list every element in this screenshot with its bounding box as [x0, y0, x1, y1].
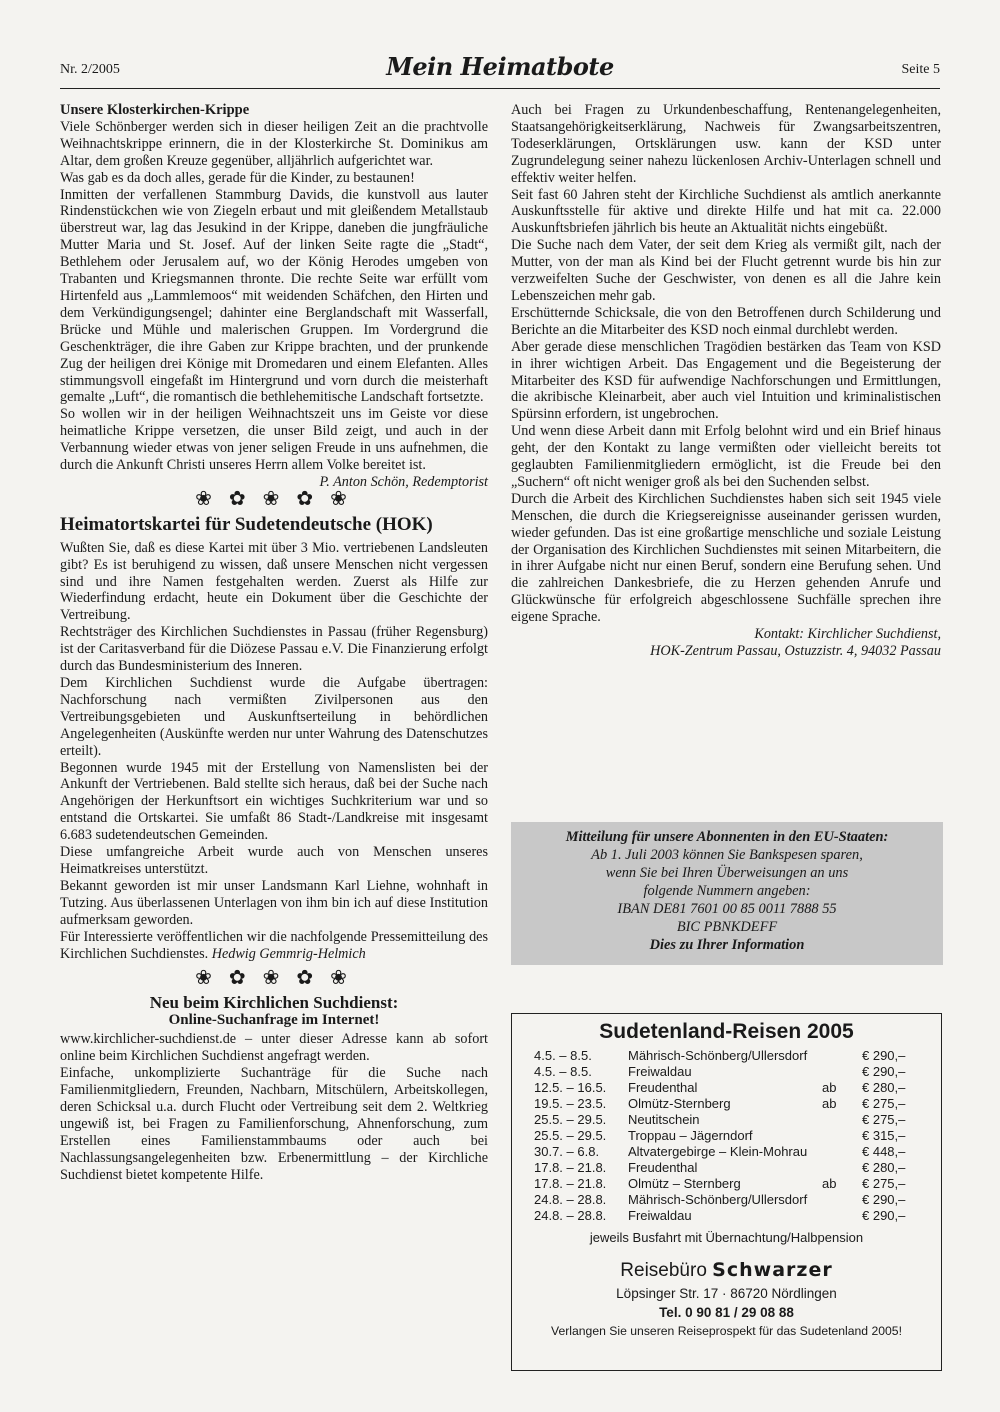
issue-number: Nr. 2/2005: [60, 62, 120, 77]
trip-price: € 290,–: [862, 1048, 906, 1063]
trip-row: [512, 1112, 941, 1128]
trip-price: € 275,–: [862, 1096, 906, 1111]
trip-destination: Freiwaldau: [628, 1064, 692, 1079]
left-column: [60, 102, 488, 1183]
ad-title: Sudetenland-Reisen 2005: [599, 1020, 854, 1043]
trip-destination: Olmütz – Sternberg: [628, 1176, 741, 1191]
trip-dates: 19.5. – 23.5.: [534, 1096, 607, 1111]
trip-row: [512, 1192, 941, 1208]
trip-dates: 17.8. – 21.8.: [534, 1176, 607, 1191]
trip-dates: 4.5. – 8.5.: [534, 1064, 592, 1079]
trip-price: € 275,–: [862, 1112, 906, 1127]
krippe-paragraph: Was gab es da doch alles, gerade für die Kinder, zu bestaunen!: [60, 169, 415, 186]
ksd-paragraph: Auch bei Fragen zu Urkundenbeschaffung, Rentenangelegenheiten, Staatsangehörigkeitserklärung, Nachweis für Zwangsarbeitszentren, Todeserklärungen, Ortsklärungen usw. kann der KSD unter Zugrundelegung seiner nahezu lückenlosen Archiv-Unterlagen schnell und effektiv weiter helfen.: [511, 102, 941, 186]
krippe-paragraph: Inmitten der verfallenen Stammburg Davids, die kunstvoll aus lauter Rindenstückchen wie von Ziegeln erbaut und mit gleißendem Metallstaub überstreut war, lag das Jesukind in der Krippe, daneben die jungfräuliche Mutter Maria und St. Josef. Auf der linken Seite ragte die „Stadt“, Bethlehem oder Jerusalem auf, wo der König Herodes umgeben von Trabanten und Kriegsmannen thronte. Die rechte Seite war erfüllt vom Hirtenfeld aus „Lammlemoos“ mit weidenden Schäfchen, den Hirten und dem Verkündigungsengel; dahinter eine Berglandschaft mit Wasserfall, Brücke und Mühle und malerischen Gruppen. Im Vordergrund die Geschenkträger, die ihre Gaben zur Krippe brachten, und der prunkende Zug der heiligen drei Könige mit Dromedaren und einem Elefanten. Alles stimmungsvoll eingefaßt im Hintergrund und vorn durch die meisterhaft gemalte „Luft“, die romantisch die bethlehemitische Landschaft fortsetzte.: [60, 186, 488, 406]
trip-ab: ab: [822, 1080, 837, 1095]
trip-price: € 290,–: [862, 1064, 906, 1079]
trip-ab: ab: [822, 1096, 837, 1111]
trip-price: € 448,–: [862, 1144, 906, 1159]
hok-title: Heimatortskartei für Sudetendeutsche (HOK): [60, 513, 433, 535]
neu-subtitle: Online-Suchanfrage im Internet!: [168, 1012, 380, 1029]
trip-row: [512, 1048, 941, 1064]
krippe-last-text: So wollen wir in der heiligen Weihnachtszeit uns im Geiste vor diese heimatliche Krippe versetzen, die unser Bild zeigt, und auch in der Verbannung wieder etwas von jener seligen Freude in uns aufnehmen, die durch die Ankunft Christi unseres Herrn allem Volke bereitet ist.: [60, 406, 488, 474]
hok-paragraph: Rechtsträger des Kirchlichen Suchdienstes in Passau (früher Regensburg) ist der Caritasverband für die Diözese Passau e.V. Die Finanzierung erfolgt durch das Bundesministerium des Inneren.: [60, 624, 488, 675]
trip-price: € 290,–: [862, 1192, 906, 1207]
notice-iban: IBAN DE81 7601 00 85 0011 7888 55: [617, 901, 837, 917]
trip-row: [512, 1144, 941, 1160]
krippe-paragraph: Viele Schönberger werden sich in dieser heiligen Zeit an die prachtvolle Weihnachtskrippe erinnern, die in der Klosterkirche St. Dominikus am Altar, dem großen Kreuze gegenüber, alljährlich aufgerichtet war.: [60, 118, 488, 169]
right-column: [511, 102, 941, 660]
hok-paragraph: Begonnen wurde 1945 mit der Erstellung von Namenslisten bei der Ankunft der Vertriebenen. Bald stellte sich heraus, daß bei der Suche nach Angehörigen der Herkunftsort ein wichtiges Suchkriterium war und so entstand die Ortskartei. Sie umfaßt 86 Stadt-/Landkreise mit insgesamt 6.683 sudetendeutschen Gemeinden.: [60, 759, 488, 844]
ad-footnote: jeweils Busfahrt mit Übernachtung/Halbpension: [589, 1230, 864, 1245]
hok-paragraph: Diese umfangreiche Arbeit wurde auch von Menschen unseres Heimatkreises unterstützt.: [60, 844, 488, 877]
krippe-author: P. Anton Schön, Redemptorist: [319, 473, 488, 490]
ksd-paragraph: Erschütternde Schicksale, die von den Betroffenen durch Schilderung und Berichte an die Mitarbeiter des KSD noch einmal durchlebt werden.: [511, 304, 941, 338]
ksd-paragraph: Durch die Arbeit des Kirchlichen Suchdienstes haben sich seit 1945 viele Menschen, die durch die Kriegsereignisse auseinander gerissen wurden, wieder gefunden. Das ist eine großartige menschliche und soziale Leistung der Organisation des Kirchlichen Suchdienstes mit seinen Mitarbeitern, die in ihrer Aufgabe nicht nur einen Beruf, sondern eine Berufung sehen. Und die zahlreichen Dankesbriefe, die zu Herzen gehenden Anrufe und Glückwünsche für erfolgreich abgeschlossene Suchfälle sprechen ihre eigene Sprache.: [511, 490, 941, 626]
trip-dates: 17.8. – 21.8.: [534, 1160, 607, 1175]
trip-row: [512, 1064, 941, 1080]
trip-dates: 4.5. – 8.5.: [534, 1048, 592, 1063]
ksd-paragraph: Aber gerade diese menschlichen Tragödien bestärken das Team von KSD in ihrer wichtigen Arbeit. Das Engagement und die Begeisterung der Mitarbeiter des KSD für aufwendige Nachforschungen und Ermittlungen, die akribische Kleinarbeit, aber auch viel Intuition und kriminalistischen Spürsinn erfordern, ist ungebrochen.: [511, 338, 941, 423]
trip-dates: 25.5. – 29.5.: [534, 1128, 607, 1143]
trip-destination: Olmütz-Sternberg: [628, 1096, 731, 1111]
trip-destination: Troppau – Jägerndorf: [628, 1128, 753, 1143]
ornament-divider: ❀ ✿ ❀ ✿ ❀: [195, 487, 353, 510]
contact-address: HOK-Zentrum Passau, Ostuzzistr. 4, 94032 Passau: [650, 643, 941, 659]
trip-destination: Neutitschein: [628, 1112, 700, 1127]
trip-destination: Freudenthal: [628, 1160, 698, 1175]
company-address: Löpsinger Str. 17 · 86720 Nördlingen: [616, 1286, 837, 1301]
eu-subscriber-notice: [511, 822, 943, 965]
hok-last-text: Für Interessierte veröffentlichen wir die nachfolgende Pressemitteilung des Kirchlichen Suchdienstes.: [60, 928, 488, 962]
trip-row: [512, 1128, 941, 1144]
notice-title: Mitteilung für unsere Abonnenten in den EU-Staaten:: [565, 829, 889, 845]
hok-paragraph: Dem Kirchlichen Suchdienst wurde die Aufgabe übertragen: Nachforschung nach vermißten Zivilpersonen aus den Vertreibungsgebieten und Auskunftserteilung in behördlichen Angelegenheiten (Auskünfte werden nur unter Wahrung des Datenschutzes erteilt).: [60, 675, 488, 759]
neu-paragraph: www.kirchlicher-suchdienst.de – unter dieser Adresse kann ab sofort online beim Kirchlichen Suchdienst angefragt werden.: [60, 1031, 488, 1065]
trip-price: € 315,–: [862, 1128, 906, 1143]
masthead-title: Mein Heimatbote: [386, 52, 614, 81]
page-header: [60, 52, 940, 89]
trip-row: [512, 1080, 941, 1096]
neu-title: Neu beim Kirchlichen Suchdienst:: [149, 993, 399, 1013]
ad-note: Verlangen Sie unseren Reiseprospekt für das Sudetenland 2005!: [551, 1324, 902, 1338]
trip-destination: Mährisch-Schönberg/Ullersdorf: [628, 1048, 808, 1063]
trip-dates: 12.5. – 16.5.: [534, 1080, 607, 1095]
notice-closing: Dies zu Ihrer Information: [649, 937, 805, 953]
company-brand: Schwarzer: [712, 1259, 833, 1281]
trip-price: € 290,–: [862, 1208, 906, 1223]
notice-bic: BIC PBNKDEFF: [676, 919, 778, 935]
trip-dates: 24.8. – 28.8.: [534, 1208, 607, 1223]
hok-paragraph: Wußten Sie, daß es diese Kartei mit über 3 Mio. vertriebenen Landsleuten gibt? Es ist beruhigend zu wissen, daß unsere Menschen nicht vergessen sind und ihre Namen festgehalten werden. Zuerst als Hilfe zur Wiederfindung erdacht, heute ein Dokument über die Geschichte der Vertreibung.: [60, 539, 488, 624]
ksd-paragraph: Seit fast 60 Jahren steht der Kirchliche Suchdienst als amtlich anerkannte Auskunftsstelle für aktive und direkte Hilfe und hat mit ca. 22.000 Auskunftsbriefen jährlich bis heute an Aktualität nichts eingebüßt.: [511, 186, 941, 237]
trip-dates: 25.5. – 29.5.: [534, 1112, 607, 1127]
hok-paragraph: Bekannt geworden ist mir unser Landsmann Karl Liehne, wohnhaft in Tutzing. Aus überlassenen Unterlagen von ihm bin ich auf diese Institution aufmerksam geworden.: [60, 877, 488, 928]
trip-row: [512, 1096, 941, 1112]
neu-paragraph: Einfache, unkomplizierte Suchanträge für die Suche nach Familienmitgliedern, Freunden, Nachbarn, Mitschülern, Arbeitskollegen, deren Schicksal u.a. durch Flucht oder Vertreibung seit dem 2. Weltkrieg ungewiß ist, bei Fragen zu Familienforschung, Ahnenforschung, zum Erstellen eines Familienstammbaums oder auch bei Nachlassungsangelegenheiten bzw. Erbenermittlung – der Kirchliche Suchdienst bietet kompetente Hilfe.: [60, 1065, 488, 1183]
trip-destination: Freudenthal: [628, 1080, 698, 1095]
company-phone: Tel. 0 90 81 / 29 08 88: [659, 1305, 794, 1320]
trip-price: € 280,–: [862, 1080, 906, 1095]
trip-row: [512, 1160, 941, 1176]
page-number: Seite 5: [901, 62, 940, 77]
trip-destination: Freiwaldau: [628, 1208, 692, 1223]
hok-author: Hedwig Gemmrig-Helmich: [211, 945, 366, 962]
ad-company: [512, 1259, 941, 1282]
ornament-divider: ❀ ✿ ❀ ✿ ❀: [195, 967, 353, 990]
trip-row: [512, 1208, 941, 1224]
trip-dates: 24.8. – 28.8.: [534, 1192, 607, 1207]
trip-price: € 275,–: [862, 1176, 906, 1191]
trip-row: [512, 1176, 941, 1192]
contact-line: Kontakt: Kirchlicher Suchdienst,: [754, 626, 941, 643]
company-prefix: Reisebüro: [620, 1260, 707, 1281]
trip-list: [512, 1048, 941, 1224]
krippe-title: Unsere Klosterkirchen-Krippe: [60, 102, 250, 118]
trip-destination: Altvatergebirge – Klein-Mohrau: [628, 1144, 808, 1159]
ksd-paragraph: Die Suche nach dem Vater, der seit dem Krieg als vermißt gilt, nach der Mutter, von der man als Kind bei der Flucht getrennt wurde bis hin zur verzweifelten Suche der Geschwister, von denen es all die Jahre kein Lebenszeichen mehr gab.: [511, 237, 941, 304]
trip-price: € 280,–: [862, 1160, 906, 1175]
krippe-paragraph: [60, 406, 488, 490]
trip-ab: ab: [822, 1176, 837, 1191]
trip-destination: Mährisch-Schönberg/Ullersdorf: [628, 1192, 808, 1207]
notice-line: Ab 1. Juli 2003 können Sie Bankspesen sparen,: [591, 847, 863, 863]
hok-paragraph: [60, 929, 488, 963]
ksd-paragraph: Und wenn diese Arbeit dann mit Erfolg belohnt wird und ein Brief hinaus geht, der den Kontakt zu lange vermißten oder vielleicht bereits tot geglaubten Familienmitgliedern ermöglicht, ist die Freude bei den „Suchern“ oft nicht weniger groß als bei den Suchenden selbst.: [511, 423, 941, 490]
notice-line: folgende Nummern angeben:: [643, 883, 811, 899]
trip-dates: 30.7. – 6.8.: [534, 1144, 600, 1159]
notice-line: wenn Sie bei Ihren Überweisungen an uns: [605, 865, 849, 881]
travel-advertisement: [511, 1013, 942, 1371]
